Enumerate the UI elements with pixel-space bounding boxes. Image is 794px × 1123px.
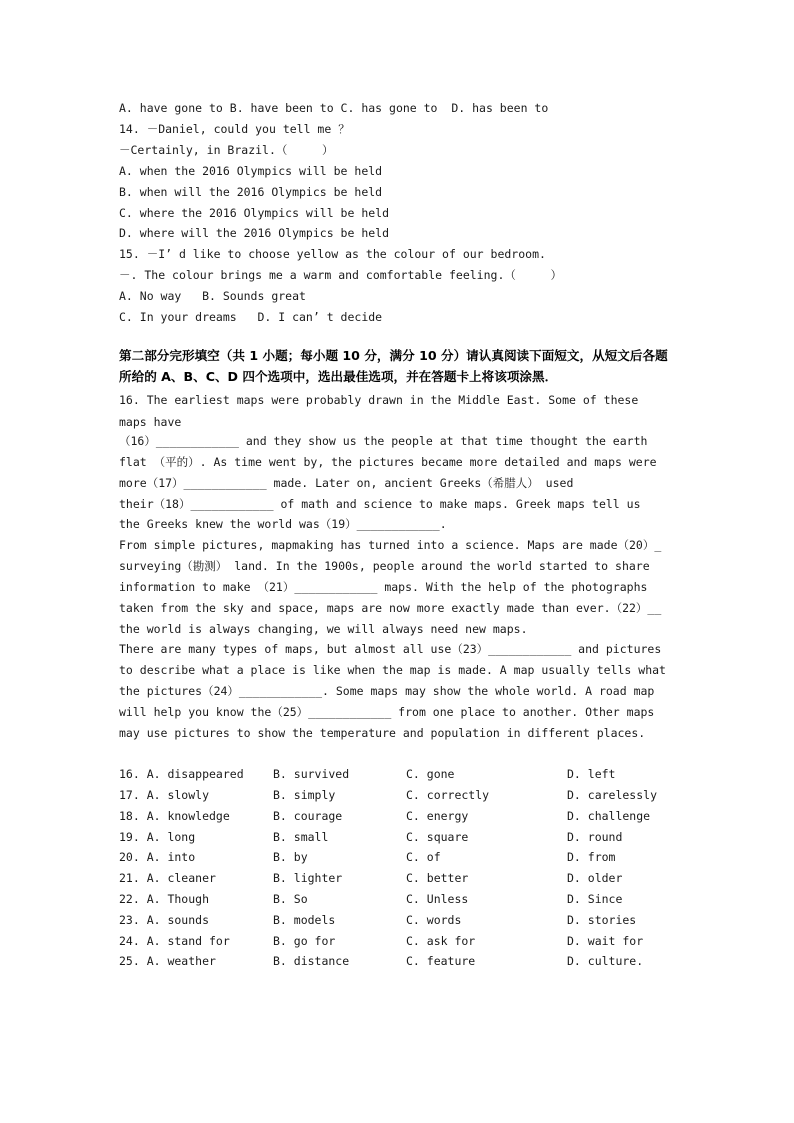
q14-stem: 14. －Daniel, could you tell me ？: [119, 122, 350, 136]
passage-line: taken from the sky and space, maps are now more exactly made than ever.（22）__: [119, 601, 662, 615]
option-c: C. energy: [406, 809, 469, 823]
option-c: C. ask for: [406, 934, 476, 948]
passage-line: 16. The earliest maps were probably drawn in the Middle East. Some of these: [119, 393, 639, 407]
passage-line: （16）____________ and they show us the people at that time thought the earth: [119, 434, 648, 448]
option-a: 24. A. stand for: [119, 934, 230, 948]
option-b: B. go for: [273, 934, 336, 948]
q14-option-b: B. when will the 2016 Olympics be held: [119, 185, 383, 199]
option-a: 21. A. cleaner: [119, 871, 216, 885]
passage-line: their（18）____________ of math and science to make maps. Greek maps tell us: [119, 497, 641, 511]
passage-line: flat （平的）. As time went by, the pictures became more detailed and maps were: [119, 455, 657, 469]
passage-line: From simple pictures, mapmaking has turned into a science. Maps are made（20）_: [119, 538, 662, 552]
q14-option-d: D. where will the 2016 Olympics be held: [119, 226, 390, 240]
passage-line: surveying（勘测） land. In the 1900s, people around the world started to share: [119, 559, 650, 573]
option-a: 25. A. weather: [119, 954, 216, 968]
q15-options-ab: A. No way B. Sounds great: [119, 289, 306, 303]
option-b: B. simply: [273, 788, 336, 802]
passage-line: will help you know the（25）____________ from one place to another. Other maps: [119, 705, 655, 719]
option-b: B. So: [273, 892, 308, 906]
passage-line: maps have: [119, 415, 182, 429]
option-c: C. gone: [406, 767, 455, 781]
option-a: 16. A. disappeared: [119, 767, 244, 781]
option-d: D. Since: [567, 892, 623, 906]
option-d: D. carelessly: [567, 788, 658, 802]
option-a: 23. A. sounds: [119, 913, 210, 927]
option-d: D. challenge: [567, 809, 651, 823]
option-b: B. survived: [273, 767, 350, 781]
option-c: C. square: [406, 830, 469, 844]
option-b: B. courage: [273, 809, 343, 823]
option-a: 17. A. slowly: [119, 788, 210, 802]
option-a: 22. A. Though: [119, 892, 210, 906]
option-c: C. of: [406, 850, 441, 864]
q14-option-a: A. when the 2016 Olympics will be held: [119, 164, 383, 178]
option-d: D. older: [567, 871, 623, 885]
option-a: 18. A. knowledge: [119, 809, 230, 823]
option-d: D. stories: [567, 913, 637, 927]
option-c: C. better: [406, 871, 469, 885]
passage-line: information to make （21）____________ maps. With the help of the photographs: [119, 580, 648, 594]
q15-stem: 15. －I’ d like to choose yellow as the colour of our bedroom.: [119, 247, 546, 261]
option-c: C. words: [406, 913, 462, 927]
option-a: 19. A. long: [119, 830, 196, 844]
section-heading: 第二部分完形填空（共 1 小题；每小题 10 分，满分 10 分）请认真阅读下面短文，从短文后各题所给的 A、B、C、D 四个选项中，选出最佳选项，并在答题卡上将该项涂黑．: [119, 348, 668, 384]
q13-options: A. have gone to B. have been to C. has gone to D. has been to: [119, 101, 549, 115]
option-c: C. feature: [406, 954, 476, 968]
passage-line: the Greeks knew the world was（19）____________.: [119, 517, 447, 531]
q15-answer-line: －. The colour brings me a warm and comfortable feeling.（ ）: [119, 268, 562, 282]
option-b: B. models: [273, 913, 336, 927]
passage-line: There are many types of maps, but almost all use（23）____________ and pictures: [119, 642, 662, 656]
passage-line: may use pictures to show the temperature and population in different places.: [119, 726, 646, 740]
option-d: D. round: [567, 830, 623, 844]
option-b: B. small: [273, 830, 329, 844]
option-b: B. by: [273, 850, 308, 864]
passage-line: the world is always changing, we will always need new maps.: [119, 622, 528, 636]
option-d: D. wait for: [567, 934, 644, 948]
option-d: D. culture.: [567, 954, 644, 968]
passage-line: more（17）____________ made. Later on, ancient Greeks（希腊人） used: [119, 476, 574, 490]
passage-line: the pictures（24）____________. Some maps may show the whole world. A road map: [119, 684, 655, 698]
passage-line: to describe what a place is like when the map is made. A map usually tells what: [119, 663, 666, 677]
option-b: B. lighter: [273, 871, 343, 885]
q15-options-cd: C. In your dreams D. I can’ t decide: [119, 310, 383, 324]
option-c: C. Unless: [406, 892, 469, 906]
option-a: 20. A. into: [119, 850, 196, 864]
q14-answer-line: －Certainly, in Brazil.（ ）: [119, 143, 334, 157]
option-d: D. left: [567, 767, 616, 781]
option-d: D. from: [567, 850, 616, 864]
option-b: B. distance: [273, 954, 350, 968]
option-c: C. correctly: [406, 788, 490, 802]
q14-option-c: C. where the 2016 Olympics will be held: [119, 206, 390, 220]
